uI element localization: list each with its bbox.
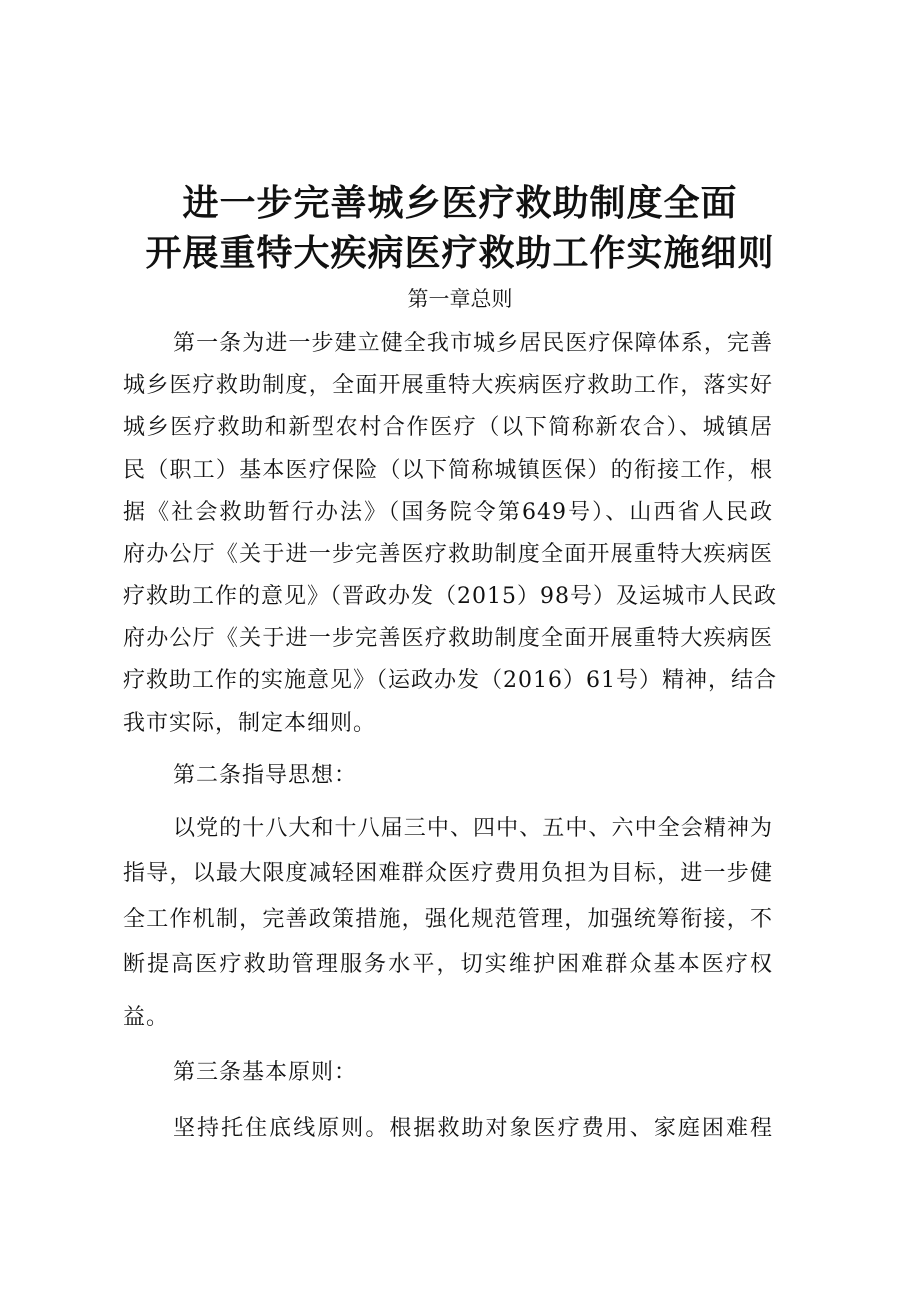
- article-2-line: 断提高医疗救助管理服务水平，切实维护困难群众基本医疗权: [123, 952, 773, 977]
- article-2-line: 全工作机制，完善政策措施，强化规范管理，加强统筹衔接，不: [123, 907, 773, 932]
- chapter-heading: 第一章总则: [407, 287, 513, 311]
- article-1-line: 疗救助工作的实施意见》（运政办发（2016）61号）精神，结合: [123, 668, 777, 693]
- article-1-line: 第一条为进一步建立健全我市城乡居民医疗保障体系，完善: [173, 331, 773, 356]
- article-2-line: 益。: [123, 1005, 170, 1030]
- article-3-heading: 第三条基本原则：: [173, 1060, 358, 1085]
- article-1-line: 据《社会救助暂行办法》（国务院令第649号）、山西省人民政: [123, 500, 773, 525]
- article-1-line: 民（职工）基本医疗保险（以下简称城镇医保）的衔接工作，根: [123, 458, 773, 483]
- document-title-line-2: 开展重特大疾病医疗救助工作实施细则: [145, 232, 775, 274]
- article-1-line: 城乡医疗救助制度，全面开展重特大疾病医疗救助工作，落实好: [123, 373, 773, 398]
- article-1-line: 府办公厅《关于进一步完善医疗救助制度全面开展重特大疾病医: [123, 626, 773, 651]
- article-1-line: 城乡医疗救助和新型农村合作医疗（以下简称新农合）、城镇居: [123, 415, 773, 440]
- article-2-line: 指导，以最大限度减轻困难群众医疗费用负担为目标，进一步健: [123, 861, 773, 886]
- article-1-line: 我市实际，制定本细则。: [123, 711, 377, 736]
- article-1-line: 府办公厅《关于进一步完善医疗救助制度全面开展重特大疾病医: [123, 542, 773, 567]
- article-1-line: 疗救助工作的意见》（晋政办发（2015）98号）及运城市人民政: [123, 584, 777, 609]
- article-2-line: 以党的十八大和十八届三中、四中、五中、六中全会精神为: [173, 816, 773, 841]
- article-2-heading: 第二条指导思想：: [173, 763, 358, 788]
- article-3-line: 坚持托住底线原则。根据救助对象医疗费用、家庭困难程: [173, 1116, 773, 1141]
- document-title-line-1: 进一步完善城乡医疗救助制度全面: [182, 182, 738, 224]
